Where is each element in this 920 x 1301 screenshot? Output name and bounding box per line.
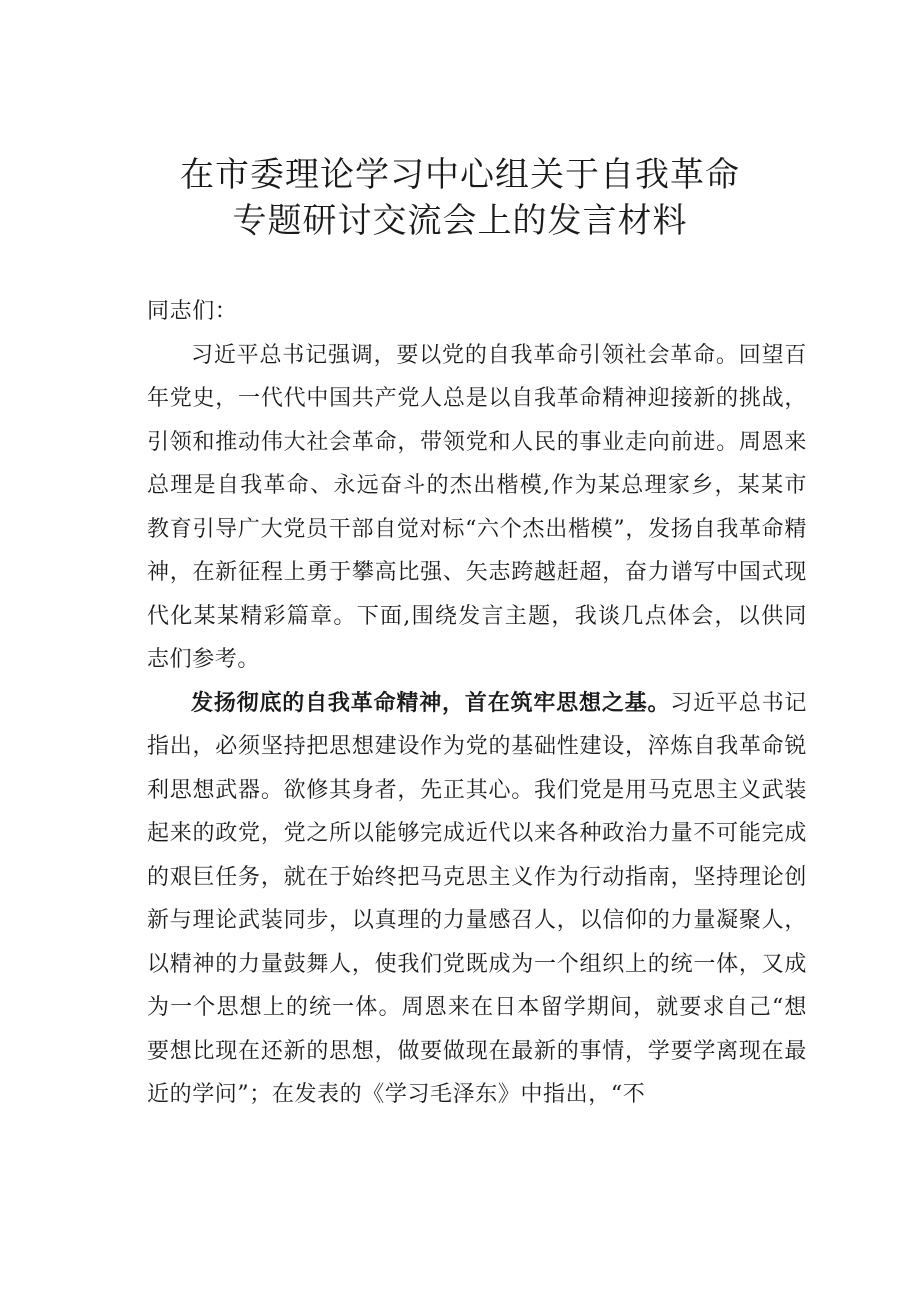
title-line-2: 专题研讨交流会上的发言材料 — [232, 201, 688, 241]
paragraph-lead-sentence: 发扬彻底的自我革命精神，首在筑牢思想之基。 — [191, 689, 671, 716]
title-line-1: 在市委理论学习中心组关于自我革命 — [180, 155, 740, 195]
document-title — [0, 152, 920, 244]
paragraph-body-text: 习近平总书记指出，必须坚持把思想建设作为党的基础性建设，淬炼自我革命锐利思想武器。欲修其身者，先正其心。我们党是用马克思主义武装起来的政党，党之所以能够完成近代以来各种政治力量不可能完成的艰巨任务，就在于始终把马克思主义作为行动指南，坚持理论创新与理论武装同步，以真理的力量感召人，以信仰的力量凝聚人，以精神的力量鼓舞人，使我们党既成为一个组织上的统一体，又成为一个思想上的统一体。周恩来在日本留学期间，就要求自己“想要想比现在还新的思想，做要做现在最新的事情，学要学离现在最近的学问”；在发表的《学习毛泽东》中指出，“不 — [147, 690, 807, 1107]
paragraph-thought-foundation — [147, 682, 807, 1117]
document-body — [147, 290, 807, 1117]
paragraph-introduction: 习近平总书记强调，要以党的自我革命引领社会革命。回望百年党史，一代代中国共产党人总是以自我革命精神迎接新的挑战，引领和推动伟大社会革命，带领党和人民的事业走向前进。周恩来总理是自我革命、永远奋斗的杰出楷模,作为某总理家乡，某某市教育引导广大党员干部自觉对标“六个杰出楷模”，发扬自我革命精神，在新征程上勇于攀高比强、矢志跨越赶超，奋力谱写中国式现代化某某精彩篇章。下面,围绕发言主题，我谈几点体会，以供同志们参考。 — [147, 342, 807, 672]
salutation: 同志们： — [147, 299, 238, 324]
